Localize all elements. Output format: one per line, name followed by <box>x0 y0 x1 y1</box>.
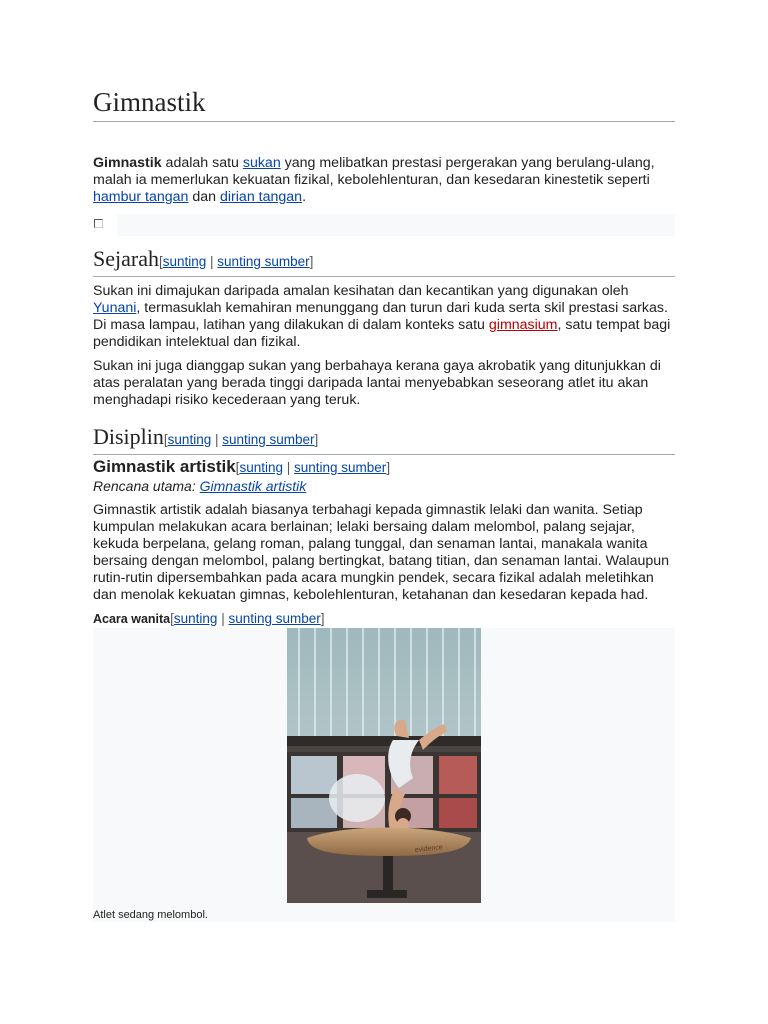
hatnote-prefix: Rencana utama: <box>93 478 200 494</box>
heading-text: Disiplin <box>93 424 164 449</box>
bracket: ] <box>309 254 314 269</box>
edit-source-link[interactable]: sunting sumber <box>222 432 315 447</box>
edit-link[interactable]: sunting <box>173 611 218 626</box>
intro-text: dan <box>188 189 221 205</box>
gymnast-vault-photo[interactable] <box>287 628 481 903</box>
link-yunani[interactable]: Yunani <box>93 300 137 316</box>
bracket: ] <box>386 460 391 475</box>
figure <box>93 628 675 922</box>
bracket: ] <box>314 432 319 447</box>
horse-brand-label: evidence <box>414 844 444 854</box>
section-heading-disiplin <box>93 423 675 455</box>
bracket: [ <box>170 611 174 626</box>
paragraph-text: , satu tempat bagi pendidikan intelektual dan fizikal. <box>93 317 671 350</box>
artistik-paragraph: Gimnastik artistik adalah biasanya terbahagi kepada gimnastik lelaki dan wanita. Setiap kumpulan melakukan acara berlainan; lelaki bersaing dalam melombol, palang sejajar, kekuda berpelana, gelang roman, palang tunggal, dan senaman lantai, manakala wanita bersaing dengan melombol, palang bertingkat, batang titian, dan senaman lantai. Walaupun rutin-rutin dipersembahkan pada acara mungkin pendek, secara fizikal adalah meletihkan dan menolak kekuatan gimnas, kebolehlenturan, ketahanan dan kesedaran kepada had. <box>93 502 670 603</box>
separator: | <box>211 432 223 447</box>
intro-text: adalah satu <box>161 155 243 171</box>
intro-bold-term: Gimnastik <box>93 155 162 171</box>
intro-text: . <box>302 189 307 205</box>
edit-link[interactable]: sunting <box>162 254 207 269</box>
bracket: [ <box>158 254 163 269</box>
intro-text: yang melibatkan prestasi pergerakan yang berulang-ulang, malah ia memerlukan kekuatan fizikal, kebolehlenturan, dan kesedaran kinestetik seperti <box>93 155 655 188</box>
link-dirian-tangan[interactable]: dirian tangan <box>220 189 303 205</box>
intro-paragraph <box>93 155 675 206</box>
edit-section <box>159 254 313 269</box>
toc-box <box>117 214 675 236</box>
edit-section <box>164 432 318 447</box>
separator: | <box>217 611 229 626</box>
edit-link[interactable]: sunting <box>239 460 283 475</box>
article <box>93 85 675 922</box>
paragraph-text: Sukan ini dimajukan daripada amalan kesihatan dan kecantikan yang digunakan oleh <box>93 283 629 299</box>
section-heading-sejarah <box>93 245 675 277</box>
edit-source-link[interactable]: sunting sumber <box>294 460 387 475</box>
sejarah-paragraph-1 <box>93 283 675 351</box>
link-gimnastik-artistik[interactable]: Gimnastik artistik <box>199 478 307 494</box>
bracket: [ <box>163 432 168 447</box>
subsubsection-heading-acara-wanita <box>93 610 675 628</box>
hatnote <box>93 478 675 495</box>
edit-section <box>236 460 390 475</box>
separator: | <box>282 460 294 475</box>
separator: | <box>206 254 218 269</box>
paragraph-text: , termasuklah kemahiran menunggang dan turun dari kuda serta skil prestasi sarkas. Di masa lampau, latihan yang dilakukan di dalam konteks satu <box>93 300 668 333</box>
figure-caption: Atlet sedang melombol. <box>93 909 208 921</box>
toc-row <box>93 214 675 236</box>
heading-text: Gimnastik artistik <box>93 457 236 476</box>
edit-source-link[interactable]: sunting sumber <box>217 254 310 269</box>
heading-text: Sejarah <box>93 246 159 271</box>
bracket: [ <box>235 460 240 475</box>
sejarah-paragraph-2: Sukan ini juga dianggap sukan yang berbahaya kerana gaya akrobatik yang ditunjukkan di atas peralatan yang berada tinggi daripada lantai menyebabkan seseorang atlet itu akan menghadapi risiko kecederaan yang teruk. <box>93 358 661 408</box>
bracket: ] <box>320 611 325 626</box>
edit-link[interactable]: sunting <box>167 432 212 447</box>
link-gimnasium[interactable]: gimnasium <box>488 317 558 333</box>
heading-text: Acara wanita <box>93 612 171 626</box>
link-sukan[interactable]: sukan <box>242 155 281 171</box>
link-hambur-tangan[interactable]: hambur tangan <box>93 189 189 205</box>
edit-source-link[interactable]: sunting sumber <box>228 611 321 626</box>
toc-toggle-icon[interactable] <box>94 219 103 228</box>
page-title: Gimnastik <box>93 85 675 122</box>
subsection-heading-gimnastik-artistik <box>93 457 675 478</box>
edit-section <box>170 611 324 626</box>
